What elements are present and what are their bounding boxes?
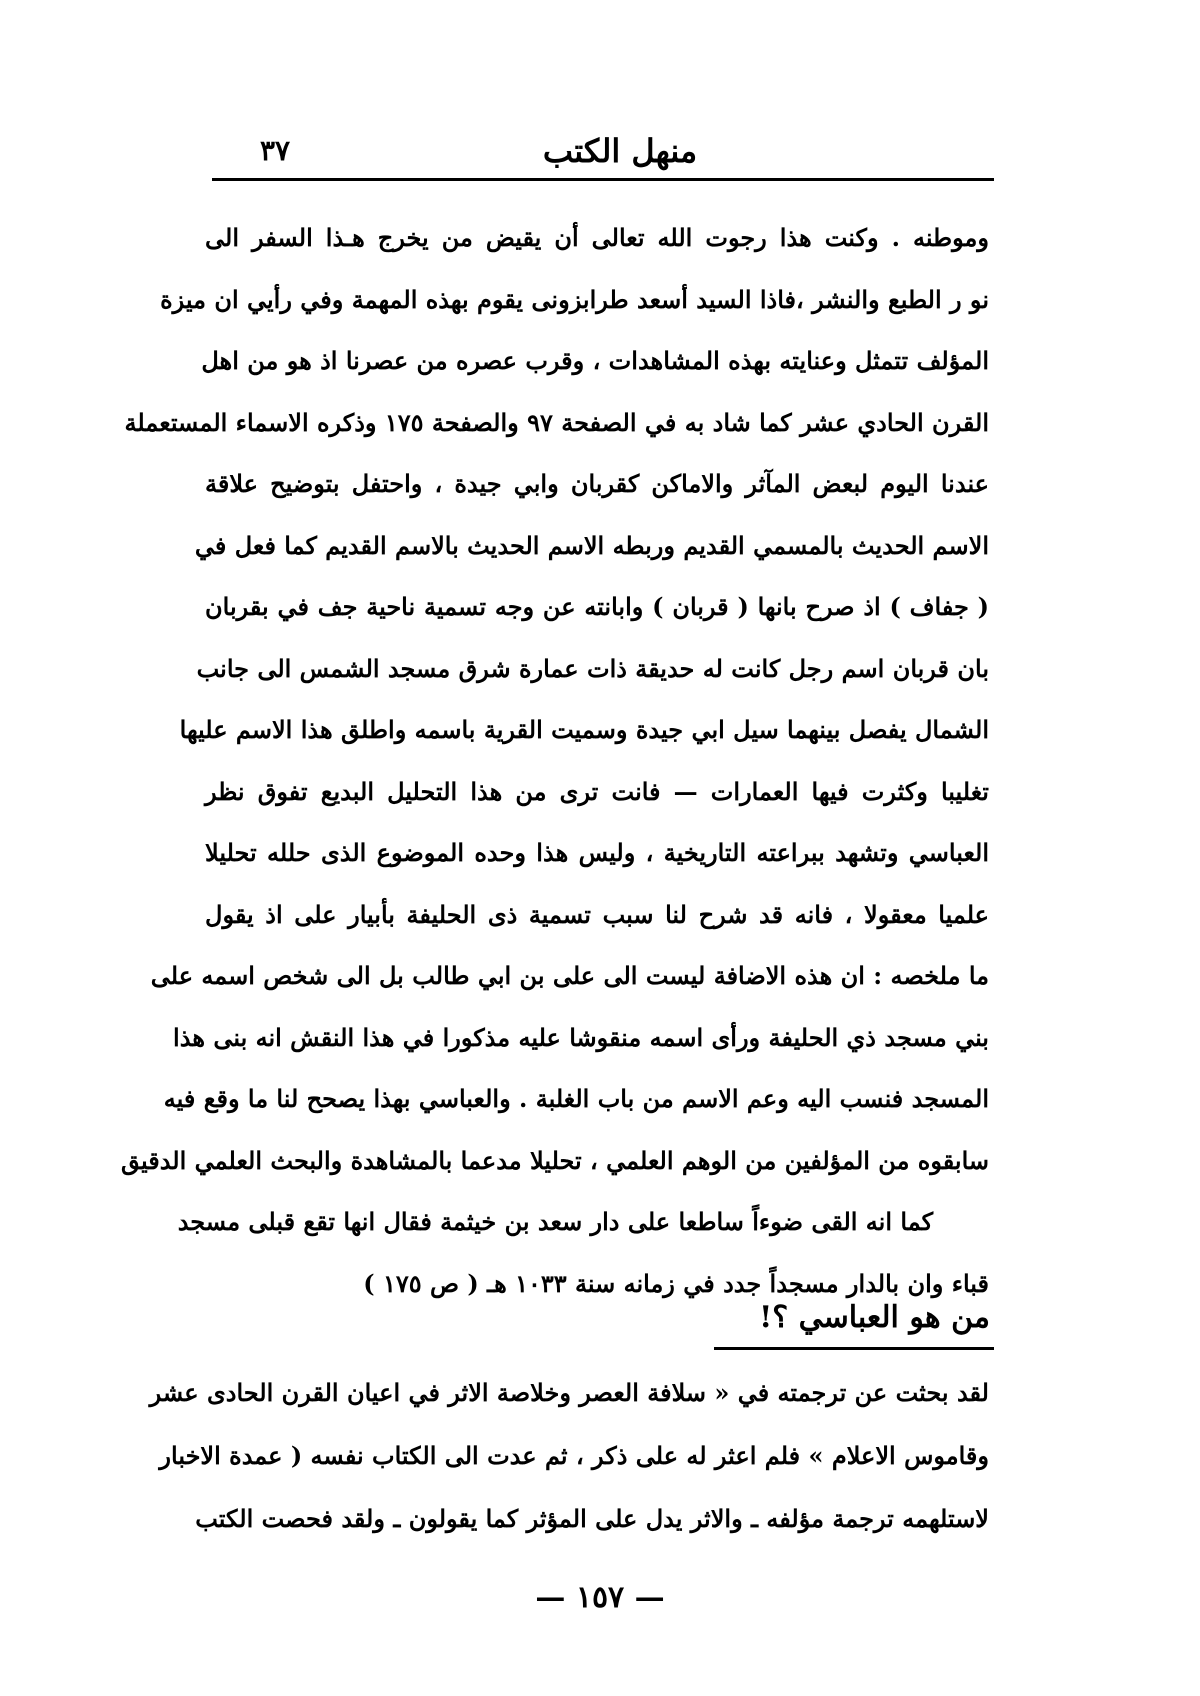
footer-page-number: — ١٥٧ — [535, 1580, 665, 1615]
text-line: بني مسجد ذي الحليفة ورأى اسمه منقوشا عليه مذكورا في هذا النقش انه بنى هذا [173, 1022, 989, 1052]
text-line: ما ملخصه : ان هذه الاضافة ليست الى على بن ابي طالب بل الى شخص اسمه على [150, 961, 989, 990]
section-heading-rule [714, 1347, 994, 1350]
text-line: عندنا اليوم لبعض المآثر والاماكن كقربان وابي جيدة ، واحتفل بتوضيح علاقة [205, 469, 989, 498]
text-line: المؤلف تتمثل وعنايته بهذه المشاهدات ، وقرب عصره من عصرنا اذ هو من اهل [201, 346, 989, 375]
text-line: لقد بحثت عن ترجمته في « سلافة العصر وخلاصة الاثر في اعيان القرن الحادى عشر [149, 1378, 989, 1407]
section-text [149, 1361, 989, 1550]
text-line: نو ر الطبع والنشر ،فاذا السيد أسعد طرابزونى يقوم بهذه المهمة وفي رأيي ان ميزة [160, 284, 989, 314]
text-line: علميا معقولا ، فانه قد شرح لنا سبب تسمية ذى الحليفة بأبيار على اذ يقول [205, 899, 989, 929]
text-line: العباسي وتشهد ببراعته التاريخية ، وليس هذا وحده الموضوع الذى حلله تحليلا [205, 838, 989, 867]
header-page-number: ٣٧ [260, 134, 291, 167]
text-line: المسجد فنسب اليه وعم الاسم من باب الغلبة . والعباسي بهذا يصحح لنا ما وقع فيه [163, 1084, 989, 1113]
running-title: منهل الكتب [542, 132, 698, 170]
text-line: ( جفاف ) اذ صرح بانها ( قربان ) وابانته عن وجه تسمية ناحية جف في بقربان [205, 592, 989, 621]
page-header [210, 128, 990, 178]
text-line: كما انه القى ضوءاً ساطعا على دار سعد بن خيثمة فقال انها تقع قبلى مسجد [177, 1207, 933, 1236]
section-heading: من هو العباسي ؟! [759, 1300, 990, 1335]
text-line: قباء وان بالدار مسجداً جدد في زمانه سنة ١٠٣٣ هـ ( ص ١٧٥ ) [363, 1268, 989, 1298]
text-line: سابقوه من المؤلفين من الوهم العلمي ، تحليلا مدعما بالمشاهدة والبحث العلمي الدقيق [120, 1145, 989, 1175]
header-rule [212, 178, 994, 181]
text-line: وموطنه . وكنت هذا رجوت الله تعالى أن يقيض من يخرج هـذا السفر الى [205, 223, 989, 252]
body-text [120, 207, 989, 1314]
text-line: الاسم الحديث بالمسمي القديم وربطه الاسم الحديث بالاسم القديم كما فعل في [194, 530, 989, 560]
text-line: بان قربان اسم رجل كانت له حديقة ذات عمارة شرق مسجد الشمس الى جانب [196, 653, 989, 683]
text-line: لاستلهمه ترجمة مؤلفه ـ والاثر يدل على المؤثر كما يقولون ـ ولقد فحصت الكتب [195, 1504, 989, 1533]
text-line: الشمال يفصل بينهما سيل ابي جيدة وسميت القرية باسمه واطلق هذا الاسم عليها [179, 715, 989, 744]
text-line: القرن الحادي عشر كما شاد به في الصفحة ٩٧ والصفحة ١٧٥ وذكره الاسماء المستعملة [124, 407, 989, 437]
text-line: وقاموس الاعلام » فلم اعثر له على ذكر ، ثم عدت الى الكتاب نفسه ( عمدة الاخبار [159, 1441, 989, 1470]
text-line: تغليبا وكثرت فيها العمارات — فانت ترى من هذا التحليل البديع تفوق نظر [205, 776, 989, 806]
